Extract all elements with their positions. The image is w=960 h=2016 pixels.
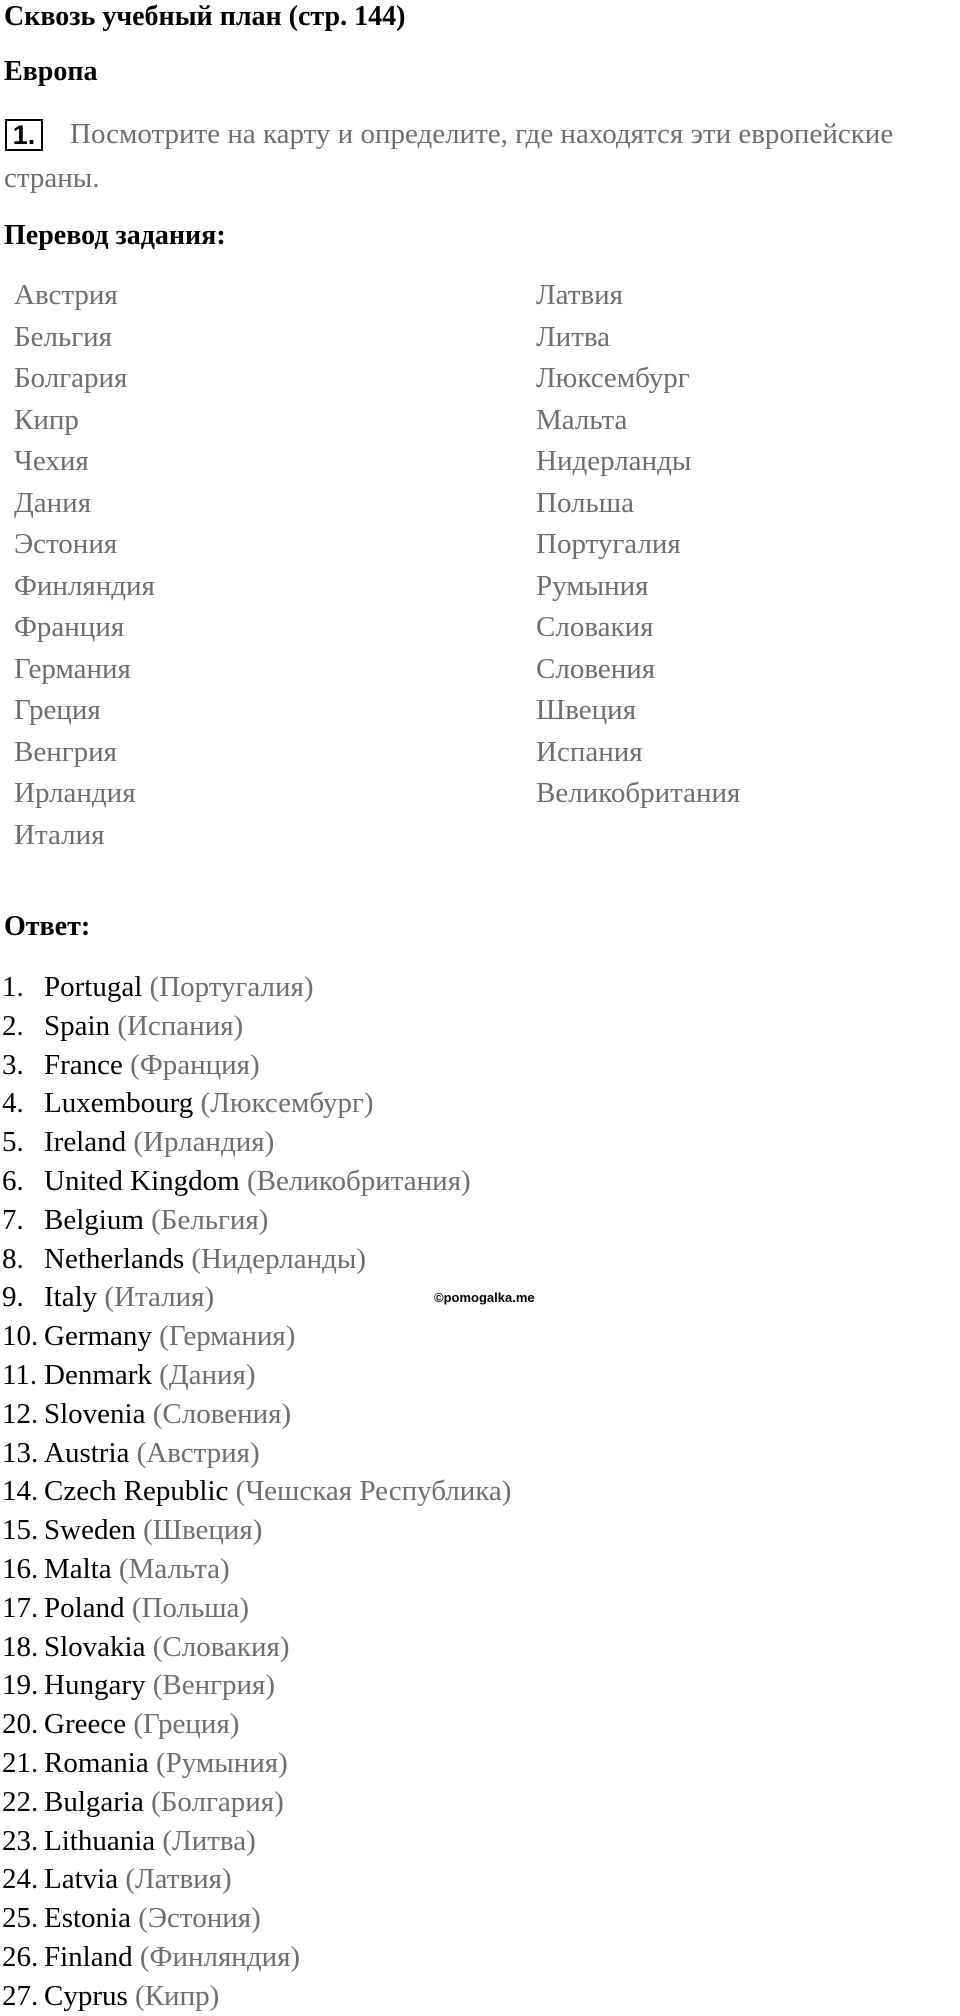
answer-list	[0, 968, 511, 2016]
answer-country-ru: (Бельгия)	[151, 1203, 269, 1236]
answer-item	[0, 1084, 511, 1123]
answer-item	[0, 1783, 511, 1822]
answer-country-ru: (Австрия)	[136, 1436, 260, 1469]
answer-item	[0, 1822, 511, 1861]
country-item: Кипр	[14, 403, 79, 436]
answer-country-ru: (Венгрия)	[152, 1669, 276, 1702]
answer-number: 21.	[2, 1746, 39, 1779]
answer-country-en: Finland	[44, 1940, 133, 1973]
country-list-left	[14, 275, 155, 856]
answer-number: 3.	[2, 1048, 24, 1081]
answer-number: 6.	[2, 1164, 24, 1197]
answer-country-ru: (Люксембург)	[200, 1087, 374, 1120]
answer-country-en: Portugal	[44, 971, 143, 1003]
page-title: Сквозь учебный план (стр. 144)	[4, 1, 406, 32]
answer-number: 20.	[2, 1708, 39, 1741]
answer-number: 24.	[2, 1863, 39, 1896]
answer-country-en: Belgium	[44, 1203, 144, 1236]
answer-number: 1.	[2, 971, 24, 1003]
country-item: Нидерланды	[536, 445, 692, 477]
country-item: Мальта	[536, 403, 628, 436]
answer-number: 11.	[2, 1358, 38, 1391]
answer-number: 18.	[2, 1630, 39, 1663]
answer-country-en: Austria	[44, 1436, 130, 1469]
answer-number: 17.	[2, 1591, 39, 1624]
country-item: Греция	[14, 694, 101, 726]
answer-item	[0, 1744, 511, 1783]
answer-country-ru: (Великобритания)	[247, 1164, 471, 1197]
answer-country-ru: (Нидерланды)	[191, 1242, 366, 1275]
answer-country-ru: (Швеция)	[143, 1514, 263, 1547]
watermark: ©pomogalka.me	[434, 1290, 535, 1305]
answer-country-en: Greece	[44, 1708, 127, 1741]
answer-number: 13.	[2, 1436, 39, 1469]
answer-item	[0, 1007, 511, 1046]
country-item: Эстония	[14, 528, 118, 560]
country-item: Ирландия	[14, 777, 136, 809]
country-item: Бельгия	[14, 320, 112, 353]
answer-number: 12.	[2, 1397, 39, 1430]
country-item: Румыния	[536, 569, 649, 602]
country-item: Португалия	[536, 528, 681, 560]
answer-number: 8.	[2, 1242, 24, 1275]
country-item: Великобритания	[536, 777, 741, 809]
country-item: Болгария	[14, 362, 128, 394]
answer-country-en: Luxembourg	[44, 1087, 194, 1120]
answer-country-ru: (Италия)	[104, 1281, 215, 1314]
answer-item	[0, 1666, 511, 1705]
answer-country-ru: (Португалия)	[149, 971, 314, 1003]
answer-number: 19.	[2, 1669, 39, 1702]
task-text: Посмотрите на карту и определите, где находятся эти европейские страны.	[4, 118, 894, 194]
answer-item	[0, 1201, 511, 1240]
answer-country-ru: (Испания)	[117, 1009, 244, 1042]
answer-item	[0, 1356, 511, 1395]
answer-country-ru: (Кипр)	[135, 1979, 220, 2012]
answer-country-en: Lithuania	[44, 1824, 156, 1857]
answer-country-en: Ireland	[44, 1126, 127, 1159]
answer-country-ru: (Латвия)	[125, 1863, 232, 1896]
answer-country-en: France	[44, 1048, 123, 1081]
answer-item	[0, 1046, 511, 1085]
answer-number: 15.	[2, 1514, 39, 1547]
answer-number: 26.	[2, 1940, 39, 1973]
answer-country-en: Slovakia	[44, 1630, 146, 1663]
answer-number: 5.	[2, 1126, 24, 1159]
answer-country-en: Slovenia	[44, 1397, 146, 1430]
answer-country-ru: (Эстония)	[138, 1902, 261, 1935]
answer-country-en: Cyprus	[44, 1979, 128, 2012]
answer-country-en: Czech Republic	[44, 1475, 229, 1508]
answer-item	[0, 1628, 511, 1667]
answer-item	[0, 1317, 511, 1356]
answer-country-ru: (Ирландия)	[133, 1126, 275, 1159]
answer-item	[0, 1899, 511, 1938]
country-item: Дания	[14, 486, 92, 519]
answer-item	[0, 1705, 511, 1744]
answer-number: 7.	[2, 1203, 24, 1236]
country-item: Швеция	[536, 694, 637, 726]
answer-country-en: Germany	[44, 1320, 152, 1353]
answer-number: 27.	[2, 1979, 39, 2012]
answer-item	[0, 1240, 511, 1279]
country-item: Франция	[14, 611, 125, 643]
answer-title: Ответ:	[4, 911, 91, 942]
answer-number: 4.	[2, 1087, 24, 1120]
answer-country-ru: (Болгария)	[151, 1785, 284, 1818]
answer-country-ru: (Чешская Республика)	[235, 1475, 512, 1508]
answer-number: 22.	[2, 1785, 39, 1818]
answer-country-en: Spain	[44, 1009, 111, 1042]
country-item: Литва	[536, 320, 611, 353]
answer-item	[0, 968, 511, 1007]
answer-item	[0, 1123, 511, 1162]
answer-country-en: Denmark	[44, 1358, 152, 1391]
answer-country-ru: (Словения)	[152, 1397, 292, 1430]
answer-number: 16.	[2, 1552, 39, 1585]
answer-country-ru: (Греция)	[133, 1708, 240, 1741]
answer-number: 2.	[2, 1009, 24, 1042]
answer-country-en: Estonia	[44, 1902, 131, 1935]
answer-country-ru: (Финляндия)	[139, 1940, 301, 1973]
country-item: Словакия	[536, 611, 654, 643]
answer-number: 10.	[2, 1320, 39, 1353]
answer-country-en: Hungary	[44, 1669, 146, 1702]
answer-item	[0, 1395, 511, 1434]
answer-country-en: Latvia	[44, 1863, 119, 1896]
country-item: Чехия	[14, 445, 89, 477]
answer-country-ru: (Франция)	[130, 1048, 260, 1081]
answer-country-ru: (Польша)	[131, 1591, 250, 1624]
answer-item	[0, 1860, 511, 1899]
answer-country-ru: (Румыния)	[155, 1746, 288, 1779]
answer-country-en: Poland	[44, 1591, 125, 1624]
answer-item	[0, 1938, 511, 1977]
answer-number: 25.	[2, 1902, 39, 1935]
answer-country-ru: (Словакия)	[152, 1630, 290, 1663]
answer-country-en: Sweden	[44, 1514, 136, 1547]
answer-country-en: Bulgaria	[44, 1785, 144, 1818]
answer-country-en: United Kingdom	[44, 1164, 240, 1197]
answer-country-ru: (Мальта)	[118, 1552, 230, 1585]
country-item: Люксембург	[536, 362, 690, 394]
country-item: Словения	[536, 652, 656, 685]
answer-country-en: Netherlands	[44, 1242, 185, 1275]
answer-item	[0, 1550, 511, 1589]
country-list-right	[536, 275, 740, 815]
answer-number: 9.	[2, 1281, 24, 1314]
answer-country-ru: (Дания)	[159, 1358, 256, 1391]
answer-number: 14.	[2, 1475, 39, 1508]
country-item: Италия	[14, 818, 105, 851]
translation-title: Перевод задания:	[4, 220, 226, 251]
task-number-box: 1.	[5, 119, 43, 151]
answer-item	[0, 1472, 511, 1511]
answer-item	[0, 1589, 511, 1628]
answer-country-en: Romania	[44, 1746, 149, 1779]
country-item: Испания	[536, 735, 643, 768]
answer-country-ru: (Литва)	[162, 1824, 256, 1857]
answer-item	[0, 1434, 511, 1473]
country-item: Австрия	[14, 279, 118, 311]
country-item: Польша	[536, 486, 634, 519]
answer-item	[0, 1977, 511, 2016]
answer-item	[0, 1162, 511, 1201]
answer-country-en: Malta	[44, 1552, 112, 1585]
answer-country-en: Italy	[44, 1281, 98, 1314]
answer-number: 23.	[2, 1824, 39, 1857]
section-title: Европа	[4, 56, 98, 87]
country-item: Германия	[14, 652, 131, 685]
answer-country-ru: (Германия)	[159, 1320, 296, 1353]
country-item: Венгрия	[14, 735, 117, 768]
country-item: Латвия	[536, 279, 624, 311]
country-item: Финляндия	[14, 569, 155, 602]
answer-item	[0, 1511, 511, 1550]
